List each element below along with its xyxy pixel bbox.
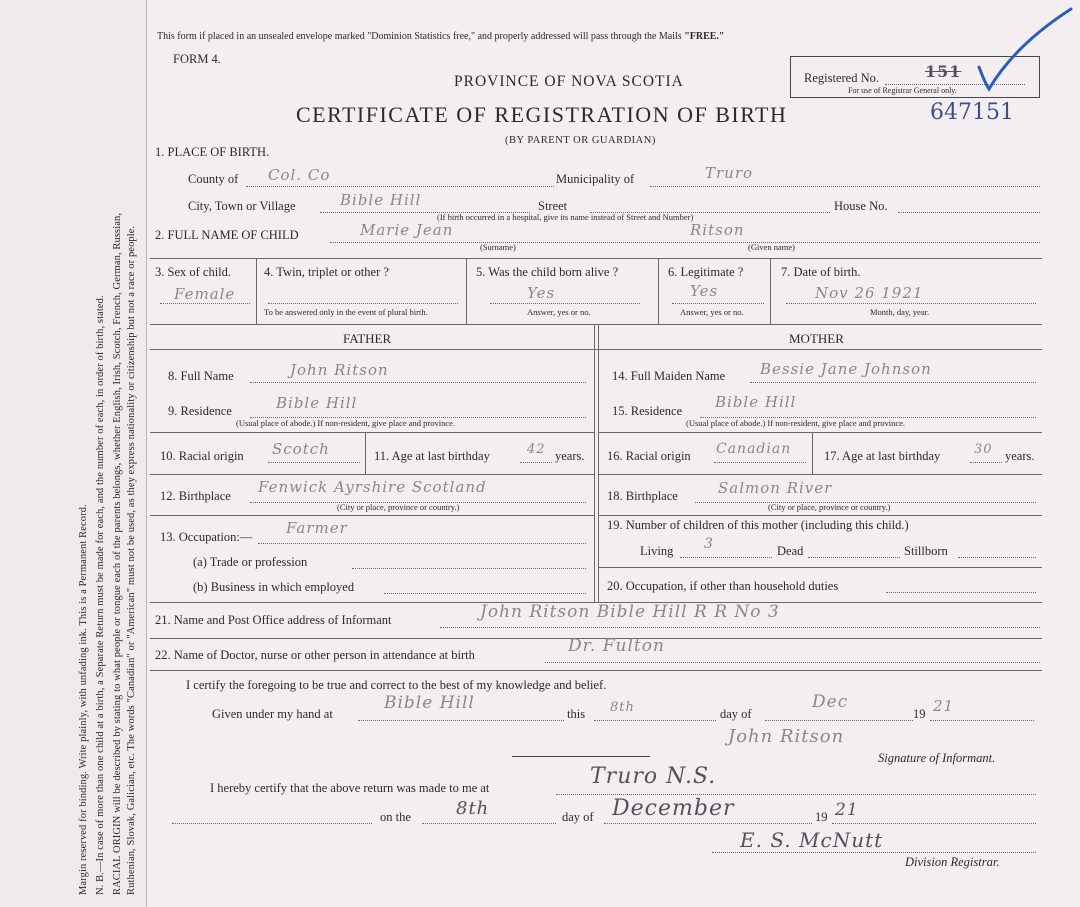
house-number-line (898, 212, 1040, 213)
mother-birthplace-value: Salmon River (718, 479, 833, 497)
certificate-subtitle: (BY PARENT OR GUARDIAN) (505, 135, 656, 146)
date-of-birth-label: 7. Date of birth. (781, 265, 861, 279)
father-heading: FATHER (343, 331, 392, 346)
this-label: this (567, 707, 586, 721)
business-label: (b) Business in which employed (193, 580, 355, 594)
on-the-label: on the (380, 810, 411, 824)
this-day-value: 8th (610, 700, 635, 715)
county-value: Col. Co (268, 166, 331, 184)
father-birthplace-note: (City or place, province or country.) (337, 502, 460, 512)
trade-label: (a) Trade or profession (193, 555, 308, 569)
mother-age-value: 30 (974, 442, 993, 457)
father-racial-value: Scotch (272, 440, 330, 458)
registrar-signature: E. S. McNutt (740, 828, 884, 852)
form-number: FORM 4. (173, 52, 221, 66)
sex-value: Female (174, 285, 236, 303)
father-name-value: John Ritson (290, 361, 389, 379)
twin-note: To be answered only in the event of plural birth. (264, 307, 428, 317)
father-residence-note: (Usual place of abode.) If non-resident, give place and province. (236, 418, 456, 428)
father-age-label: 11. Age at last birthday (374, 449, 490, 463)
mother-residence-value: Bible Hill (715, 393, 797, 411)
born-alive-label: 5. Was the child born alive ? (476, 265, 619, 279)
mother-heading: MOTHER (789, 331, 844, 346)
stillborn-label: Stillborn (904, 544, 948, 558)
city-value: Bible Hill (340, 191, 422, 209)
child-given-name-value: Marie Jean (360, 221, 454, 239)
child-surname-value: Ritson (690, 221, 745, 239)
doctor-value: Dr. Fulton (568, 636, 665, 656)
mother-name-label: 14. Full Maiden Name (612, 369, 726, 383)
place-of-birth-label: 1. PLACE OF BIRTH. (155, 145, 270, 159)
mother-racial-label: 16. Racial origin (607, 449, 691, 463)
father-occupation-value: Farmer (286, 519, 348, 537)
column-divider (594, 324, 595, 602)
given-under-hand-label: Given under my hand at (212, 707, 333, 721)
division-registrar-caption: Division Registrar. (905, 855, 1000, 869)
county-label: County of (188, 172, 239, 186)
stamp-number: 647151 (930, 100, 1014, 125)
father-racial-label: 10. Racial origin (160, 449, 244, 463)
registered-number-value: 151 (925, 62, 962, 81)
father-years-label: years. (555, 449, 585, 463)
doctor-label: 22. Name of Doctor, nurse or other person in attendance at birth (155, 648, 475, 662)
informant-signature-caption: Signature of Informant. (878, 751, 996, 765)
father-age-value: 42 (527, 442, 546, 457)
living-label: Living (640, 544, 674, 558)
given-name-caption: (Given name) (748, 242, 795, 252)
born-alive-value: Yes (527, 284, 556, 302)
month-2-value: December (612, 796, 735, 821)
margin-note-multiple-births: N. B.—In case of more than one child at a birth, a Separate Return must be made for each, and the number of each, in order of birth, stated. (95, 295, 106, 895)
mother-occupation-label: 20. Occupation, if other than household duties (607, 579, 839, 593)
hospital-note: (If birth occurred in a hospital, give its name instead of Street and Number) (437, 212, 694, 222)
legitimate-value: Yes (690, 282, 719, 300)
row3-top-rule (150, 258, 1042, 259)
margin-note-racial-origin-2: Ruthenian, Slovak, Galician, etc. The words "Canadian" or "American" must not be used, as they express nationality or citizenship but not a race or people. (126, 225, 137, 895)
given-place-value: Bible Hill (384, 693, 475, 713)
province-title: PROVINCE OF NOVA SCOTIA (454, 73, 684, 90)
dead-label: Dead (777, 544, 804, 558)
legitimate-label: 6. Legitimate ? (668, 265, 744, 279)
mother-birthplace-label: 18. Birthplace (607, 489, 678, 503)
mother-residence-note: (Usual place of abode.) If non-resident, give place and province. (686, 418, 906, 428)
registered-label: Registered No. (804, 71, 879, 85)
father-occupation-label: 13. Occupation:— (160, 530, 253, 544)
margin-note-binding: Margin reserved for binding. Write plainly, with unfading ink. This is a Permanent Record. (78, 504, 89, 895)
municipality-label: Municipality of (556, 172, 635, 186)
day-of-label-2: day of (562, 810, 594, 824)
on-day-value: 8th (456, 798, 490, 819)
mother-years-label: years. (1005, 449, 1035, 463)
hereby-place-value: Truro N.S. (590, 764, 717, 789)
living-value: 3 (704, 536, 714, 552)
certify-statement: I certify the foregoing to be true and correct to the best of my knowledge and belief. (186, 678, 607, 692)
sex-label: 3. Sex of child. (155, 265, 232, 279)
surname-caption: (Surname) (480, 242, 516, 252)
legitimate-note: Answer, yes or no. (680, 307, 744, 317)
mother-name-value: Bessie Jane Johnson (760, 360, 932, 378)
check-mark-icon (975, 5, 1075, 95)
father-residence-value: Bible Hill (276, 394, 358, 412)
binding-margin (0, 0, 147, 907)
city-label: City, Town or Village (188, 199, 296, 213)
born-alive-note: Answer, yes or no. (527, 307, 591, 317)
certificate-title: CERTIFICATE OF REGISTRATION OF BIRTH (296, 102, 788, 127)
street-label: Street (538, 199, 568, 213)
date-of-birth-note: Month, day, year. (870, 307, 930, 317)
county-line (246, 186, 554, 187)
children-count-label: 19. Number of children of this mother (including this child.) (607, 518, 909, 532)
house-number-label: House No. (834, 199, 888, 213)
informant-signature: John Ritson (728, 726, 845, 747)
year-prefix-label: 19 (913, 707, 926, 721)
informant-label: 21. Name and Post Office address of Informant (155, 613, 392, 627)
municipality-line (650, 186, 1040, 187)
day-of-label: day of (720, 707, 752, 721)
year-2-prefix-label: 19 (815, 810, 828, 824)
child-name-line (330, 242, 1040, 243)
margin-note-racial-origin: RACIAL ORIGIN will be described by stating to what people or tongue each of the parents belongs, whether English, Irish, Scotch, French, German, Russian, (112, 212, 123, 895)
mother-residence-label: 15. Residence (612, 404, 683, 418)
mother-age-label: 17. Age at last birthday (824, 449, 941, 463)
father-name-label: 8. Full Name (168, 369, 234, 383)
child-name-label: 2. FULL NAME OF CHILD (155, 228, 299, 242)
father-birthplace-label: 12. Birthplace (160, 489, 231, 503)
month-value: Dec (812, 692, 849, 712)
mother-birthplace-note: (City or place, province or country.) (768, 502, 891, 512)
year-value: 21 (933, 697, 955, 715)
date-of-birth-value: Nov 26 1921 (815, 284, 924, 302)
hereby-certify-statement: I hereby certify that the above return was made to me at (210, 781, 490, 795)
mother-racial-value: Canadian (716, 441, 792, 457)
year-2-value: 21 (835, 800, 859, 820)
father-residence-label: 9. Residence (168, 404, 232, 418)
envelope-note: This form if placed in an unsealed envelope marked "Dominion Statistics free," and properly addressed will pass through the Mails "FREE." (157, 31, 725, 42)
informant-value: John Ritson Bible Hill R R No 3 (480, 602, 780, 622)
registrar-use-note: For use of Registrar General only. (848, 86, 957, 95)
municipality-value: Truro (705, 164, 754, 182)
father-birthplace-value: Fenwick Ayrshire Scotland (258, 478, 487, 496)
twin-label: 4. Twin, triplet or other ? (264, 265, 389, 279)
